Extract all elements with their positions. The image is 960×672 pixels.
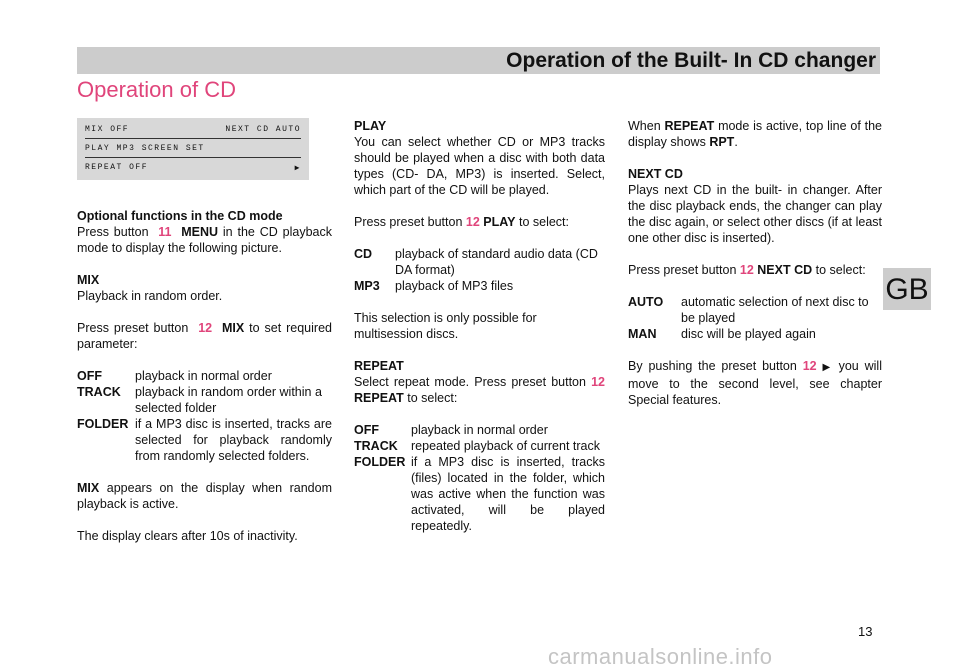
col1-press-mix: Press preset button 12 MIX to set required parameter:: [77, 321, 332, 351]
header-bar: [77, 47, 880, 74]
arrow-right-icon: ▶: [822, 362, 833, 373]
lcd-mix-status: MIX OFF: [85, 125, 130, 134]
col1-mix-note: MIX appears on the display when random playback is active.: [77, 481, 332, 511]
col3-push-note: By pushing the preset button 12 ▶ you will move to the second level, see chapter Special features.: [628, 359, 882, 407]
lcd-line-2: [85, 144, 301, 162]
lcd-nextcd-status: NEXT CD AUTO: [225, 125, 301, 134]
col3-next-desc: Plays next CD in the built- in changer. After the disc playback ends, the changer can play the disc again, or select other discs (if at least one other disc is inserted).: [628, 183, 882, 245]
column-1: [77, 208, 332, 544]
col3-press-next: Press preset button 12 NEXT CD to select:: [628, 263, 866, 277]
col2-press-play: Press preset button 12 PLAY to select:: [354, 215, 569, 229]
col2-play-desc: You can select whether CD or MP3 tracks should be played when a disc with both data types (CD- DA, MP3) is inserted. Select, which part of the CD will be played.: [354, 135, 605, 197]
def-track: TRACK playback in random order within a selected folder: [77, 385, 322, 415]
col1-heading: Optional functions in the CD mode: [77, 209, 283, 223]
col2-multisession: This selection is only possible for multisession discs.: [354, 311, 537, 341]
def-repeat-folder: FOLDER if a MP3 disc is inserted, tracks (files) located in the folder, which was active when the function was activated, will be played repeatedly.: [354, 455, 605, 533]
def-repeat-off: OFF playback in normal order: [354, 423, 548, 437]
def-mp3: MP3 playback of MP3 files: [354, 279, 514, 293]
lcd-line-3: [85, 163, 301, 181]
language-tab: GB: [883, 268, 931, 310]
def-auto: AUTO automatic selection of next disc to be played: [628, 295, 869, 325]
lcd-display: [77, 118, 309, 180]
col1-clear-note: The display clears after 10s of inactivity.: [77, 529, 298, 543]
lcd-line-1: [85, 125, 301, 143]
lcd-divider: [85, 157, 301, 158]
def-cd: CD playback of standard audio data (CD DA format): [354, 247, 598, 277]
col1-mix-desc: Playback in random order.: [77, 289, 223, 303]
def-man: MAN disc will be played again: [628, 327, 816, 341]
lcd-arrow-icon: ▶: [294, 164, 301, 173]
column-3: [628, 118, 882, 408]
col1-mix-title: MIX: [77, 273, 100, 287]
header-title: Operation of the Built- In CD changer: [506, 49, 876, 72]
def-off: OFF playback in normal order: [77, 369, 272, 383]
def-repeat-track: TRACK repeated playback of current track: [354, 439, 600, 453]
column-2: [354, 118, 605, 534]
watermark: carmanualsonline.info: [548, 644, 773, 669]
lcd-divider: [85, 138, 301, 139]
section-title: Operation of CD: [77, 77, 236, 102]
lcd-repeat-status: REPEAT OFF: [85, 163, 149, 172]
col2-repeat-title: REPEAT: [354, 359, 404, 373]
col3-when-repeat: When REPEAT mode is active, top line of the display shows RPT.: [628, 119, 882, 149]
def-folder: FOLDER if a MP3 disc is inserted, tracks are selected for playback randomly from randomly selected folders.: [77, 417, 332, 463]
col2-repeat-desc: Select repeat mode. Press preset button 12 REPEAT to select:: [354, 375, 605, 405]
col2-play-title: PLAY: [354, 119, 387, 133]
lcd-play-status: PLAY MP3 SCREEN SET: [85, 144, 205, 153]
col1-intro: Press button 11 MENU in the CD playback mode to display the following picture.: [77, 225, 332, 255]
col3-next-title: NEXT CD: [628, 167, 683, 181]
page-number: 13: [858, 624, 873, 639]
